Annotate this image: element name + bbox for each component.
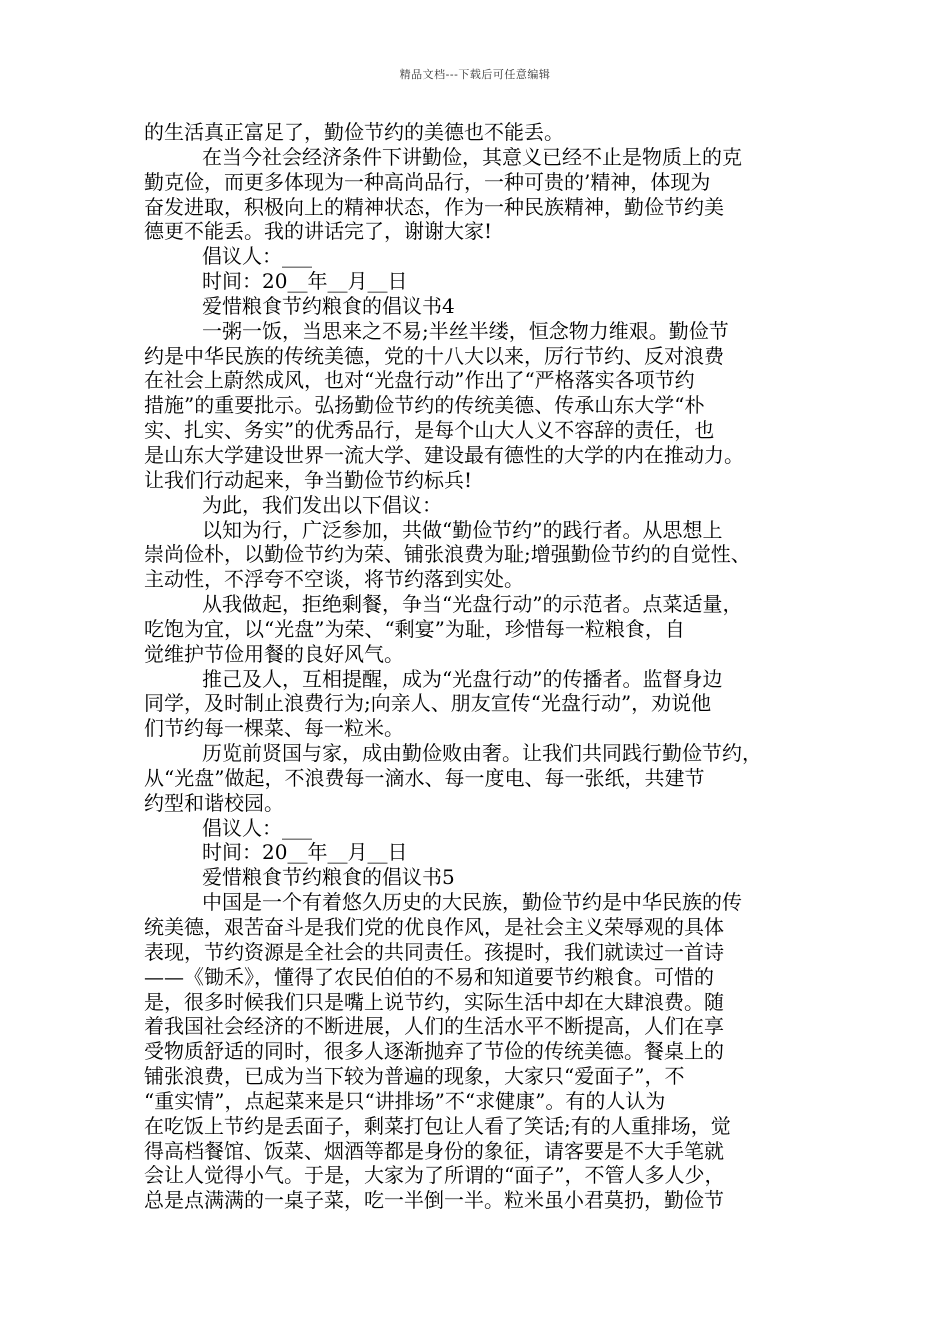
- text-line: 崇尚俭朴，以勤俭节约为荣、铺张浪费为耻;增强勤俭节约的自觉性、: [144, 542, 751, 567]
- text-line: 着我国社会经济的不断进展，人们的生活水平不断提高，人们在享: [144, 1014, 724, 1039]
- text-line: 主动性，不浮夸不空谈，将节约落到实处。: [144, 567, 524, 592]
- text-line: 爱惜粮食节约粮食的倡议书4: [202, 293, 455, 318]
- text-line: 在吃饭上节约是丢面子，剩菜打包让人看了笑话;有的人重排场，觉: [144, 1113, 731, 1138]
- text-line: 约型和谐校园。: [144, 790, 284, 815]
- text-line: 让我们行动起来，争当勤俭节约标兵!: [144, 467, 473, 492]
- text-line: 从“光盘”做起，不浪费每一滴水、每一度电、每一张纸，共建节: [144, 765, 705, 790]
- text-line: 受物质舒适的同时，很多人逐渐抛弃了节俭的传统美德。餐桌上的: [144, 1039, 724, 1064]
- text-line: 约是中华民族的传统美德，党的十八大以来，厉行节约、反对浪费: [144, 343, 724, 368]
- text-line: 以知为行，广泛参加，共做“勤俭节约”的践行者。从思想上: [202, 517, 723, 542]
- text-line: 爱惜粮食节约粮食的倡议书5: [202, 865, 455, 890]
- text-line: 一粥一饭，当思来之不易;半丝半缕，恒念物力维艰。勤俭节: [202, 318, 729, 343]
- document-body: [144, 120, 834, 1213]
- text-line: 德更不能丢。我的讲话完了，谢谢大家!: [144, 219, 493, 244]
- text-line: ——《锄禾》，懂得了农民伯伯的不易和知道要节约粮食。可惜的: [144, 964, 714, 989]
- text-line: 同学，及时制止浪费行为;向亲人、朋友宣传“光盘行动”，劝说他: [144, 691, 712, 716]
- text-line: 措施”的重要批示。弘扬勤俭节约的传统美德、传承山东大学“朴: [144, 393, 705, 418]
- text-line: 倡议人：___: [202, 815, 312, 840]
- text-line: 从我做起，拒绝剩餐，争当“光盘行动”的示范者。点菜适量，: [202, 592, 743, 617]
- page-header: 精品文档---下载后可任意编辑: [399, 68, 551, 81]
- text-line: 勤克俭，而更多体现为一种高尚品行，一种可贵的’精神，体现为: [144, 169, 711, 194]
- text-line: 为此，我们发出以下倡议：: [202, 492, 442, 517]
- text-line: 中国是一个有着悠久历史的大民族，勤俭节约是中华民族的传: [202, 890, 742, 915]
- text-line: 推己及人，互相提醒，成为“光盘行动”的传播者。监督身边: [202, 666, 723, 691]
- text-line: 是，很多时候我们只是嘴上说节约，实际生活中却在大肆浪费。随: [144, 989, 724, 1014]
- text-line: 会让人觉得小气。于是，大家为了所谓的“面子”，不管人多人少，: [144, 1163, 725, 1188]
- text-line: 奋发进取，积极向上的精神状态，作为一种民族精神，勤俭节约美: [144, 194, 724, 219]
- text-line: 统美德，艰苦奋斗是我们党的优良作风，是社会主义荣辱观的具体: [144, 915, 724, 939]
- text-line: 实、扎实、务实”的优秀品行，是每个山大人义不容辞的责任，也: [144, 418, 715, 443]
- text-line: 表现，节约资源是全社会的共同责任。孩提时，我们就读过一首诗: [144, 939, 724, 964]
- text-line: 们节约每一棵菜、每一粒米。: [144, 716, 404, 741]
- text-line: 吃饱为宜，以“光盘”为荣、“剩宴”为耻，珍惜每一粒粮食，自: [144, 616, 685, 641]
- text-line: 在社会上蔚然成风，也对“光盘行动”作出了“严格落实各项节约: [144, 368, 695, 393]
- text-line: 历览前贤国与家，成由勤俭败由奢。让我们共同践行勤俭节约，: [202, 741, 762, 766]
- text-line: 总是点满满的一桌子菜，吃一半倒一半。粒米虽小君莫扔，勤俭节: [144, 1188, 724, 1213]
- text-line: 的生活真正富足了，勤俭节约的美德也不能丢。: [144, 120, 564, 144]
- text-line: 时间：20__年__月__日: [202, 840, 408, 865]
- text-line: “重实情”，点起菜来是只“讲排场”不“求健康”。有的人认为: [144, 1088, 666, 1113]
- text-line: 在当今社会经济条件下讲勤俭，其意义已经不止是物质上的克: [202, 144, 742, 169]
- text-line: 倡议人：___: [202, 244, 312, 269]
- text-line: 铺张浪费，已成为当下较为普遍的现象，大家只“爱面子”，不: [144, 1064, 685, 1089]
- text-line: 时间：20__年__月__日: [202, 269, 408, 294]
- text-line: 是山东大学建设世界一流大学、建设最有德性的大学的内在推动力。: [144, 442, 744, 467]
- text-line: 得高档餐馆、饭菜、烟酒等都是身份的象征，请客要是不大手笔就: [144, 1138, 724, 1163]
- text-line: 觉维护节俭用餐的良好风气。: [144, 641, 404, 666]
